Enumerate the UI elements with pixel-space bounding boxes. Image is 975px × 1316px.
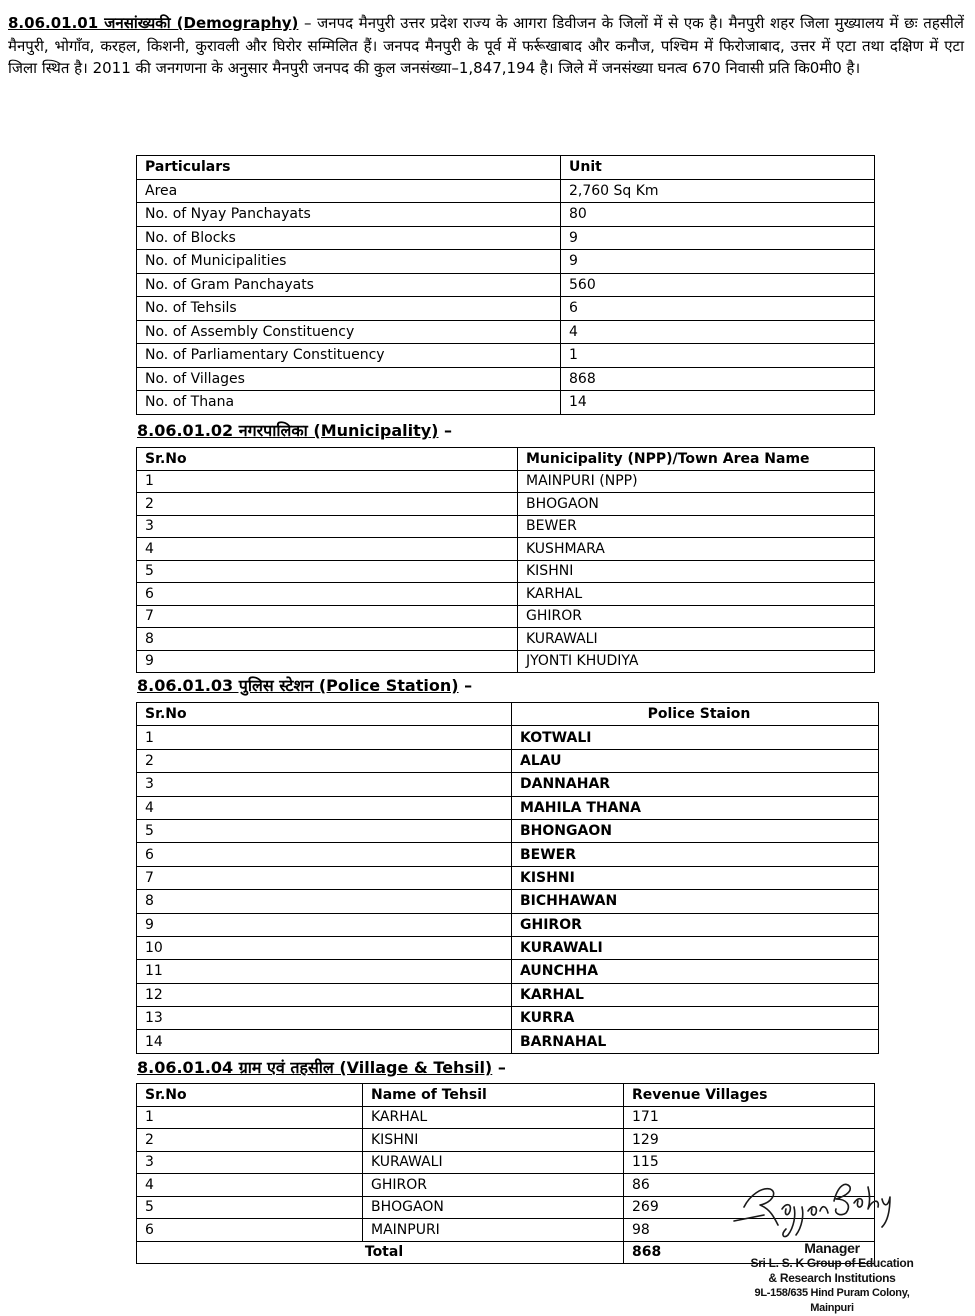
table-row [137, 1106, 875, 1129]
table-cell: No. of Parliamentary Constituency [137, 344, 561, 368]
stamp-line-3: 9L-158/635 Hind Puram Colony, Mainpuri [754, 1287, 910, 1314]
manager-stamp [742, 1241, 922, 1316]
table-cell: MAHILA THANA [512, 796, 879, 819]
table-cell: GHIROR [512, 913, 879, 936]
table-cell: No. of Villages [137, 367, 561, 391]
table-cell: 2 [137, 749, 512, 772]
table-cell: 7 [137, 605, 518, 628]
table-row [137, 344, 875, 368]
stamp-line-2: & Research Institutions [768, 1271, 896, 1285]
column-header: Sr.No [137, 448, 518, 471]
table-header-row [137, 1084, 875, 1107]
column-header: Name of Tehsil [363, 1084, 624, 1107]
table-cell: 13 [137, 1007, 512, 1030]
table-cell: 86 [624, 1174, 875, 1197]
table-cell: KURAWALI [518, 628, 875, 651]
table-cell: 269 [624, 1196, 875, 1219]
municipality-heading-dash: – [438, 421, 453, 440]
table-cell: 5 [137, 1196, 363, 1219]
table-row [137, 983, 879, 1006]
table-row [137, 843, 879, 866]
particulars-table [136, 155, 875, 415]
table-row [137, 773, 879, 796]
demography-paragraph [8, 12, 964, 80]
table-cell: BEWER [518, 515, 875, 538]
table-cell: MAINPURI (NPP) [518, 470, 875, 493]
table-cell: KURAWALI [363, 1151, 624, 1174]
table-cell: 868 [561, 367, 875, 391]
table-cell: JYONTI KHUDIYA [518, 650, 875, 673]
table-cell: 12 [137, 983, 512, 1006]
table-row [137, 866, 879, 889]
table-cell: BARNAHAL [512, 1030, 879, 1053]
table-row [137, 650, 875, 673]
column-header: Sr.No [137, 703, 512, 726]
table-header-row [137, 703, 879, 726]
table-row [137, 470, 875, 493]
table-cell: 98 [624, 1219, 875, 1242]
column-header: Unit [561, 156, 875, 180]
table-row [137, 250, 875, 274]
total-value: 868 [624, 1241, 875, 1264]
table-row [137, 628, 875, 651]
table-cell: 4 [137, 538, 518, 561]
table-row [137, 1030, 879, 1053]
table-row [137, 960, 879, 983]
village-tehsil-heading: 8.06.01.04 ग्राम एवं तहसील (Village & Tehsil) [137, 1058, 493, 1077]
table-row [137, 819, 879, 842]
table-cell: KARHAL [512, 983, 879, 1006]
table-cell: KOTWALI [512, 726, 879, 749]
table-cell: AUNCHHA [512, 960, 879, 983]
table-cell: 1 [561, 344, 875, 368]
table-cell: 129 [624, 1129, 875, 1152]
table-row [137, 515, 875, 538]
table-row [137, 273, 875, 297]
table-row [137, 203, 875, 227]
table-cell: 4 [561, 320, 875, 344]
table-row [137, 1129, 875, 1152]
table-cell: MAINPURI [363, 1219, 624, 1242]
table-cell: Area [137, 179, 561, 203]
demography-heading: 8.06.01.01 जनसांख्यकी (Demography) [8, 14, 299, 32]
table-cell: BHOGAON [363, 1196, 624, 1219]
table-row [137, 391, 875, 415]
table-cell: KARHAL [363, 1106, 624, 1129]
table-cell: 1 [137, 726, 512, 749]
table-cell: 1 [137, 470, 518, 493]
table-cell: 2 [137, 1129, 363, 1152]
police-section-heading [137, 674, 472, 696]
table-cell: KISHNI [518, 560, 875, 583]
table-row [137, 796, 879, 819]
table-row [137, 890, 879, 913]
table-cell: KISHNI [363, 1129, 624, 1152]
table-row [137, 726, 879, 749]
table-cell: 4 [137, 1174, 363, 1197]
table-cell: 560 [561, 273, 875, 297]
table-cell: KUSHMARA [518, 538, 875, 561]
table-cell: 6 [561, 297, 875, 321]
table-cell: KURRA [512, 1007, 879, 1030]
table-row [137, 605, 875, 628]
table-cell: 9 [137, 650, 518, 673]
table-cell: BHOGAON [518, 493, 875, 516]
municipality-table [136, 447, 875, 673]
table-header-row [137, 156, 875, 180]
table-header-row [137, 448, 875, 471]
table-row [137, 179, 875, 203]
table-cell: KISHNI [512, 866, 879, 889]
table-cell: 7 [137, 866, 512, 889]
table-cell: No. of Thana [137, 391, 561, 415]
table-cell: 9 [137, 913, 512, 936]
table-row [137, 913, 879, 936]
table-cell: 115 [624, 1151, 875, 1174]
handwritten-signature [730, 1165, 900, 1245]
table-cell: 9 [561, 250, 875, 274]
total-label: Total [137, 1241, 624, 1264]
column-header: Police Staion [512, 703, 879, 726]
table-cell: BEWER [512, 843, 879, 866]
table-cell: DANNAHAR [512, 773, 879, 796]
police-heading: 8.06.01.03 पुलिस स्टेशन (Police Station) [137, 676, 459, 695]
table-row [137, 538, 875, 561]
stamp-role: Manager [804, 1240, 860, 1256]
table-cell: No. of Nyay Panchayats [137, 203, 561, 227]
municipality-heading: 8.06.01.02 नगरपालिका (Municipality) [137, 421, 439, 440]
table-cell: 11 [137, 960, 512, 983]
table-cell: KURAWALI [512, 936, 879, 959]
table-row [137, 226, 875, 250]
table-cell: 1 [137, 1106, 363, 1129]
table-cell: 3 [137, 515, 518, 538]
table-row [137, 1007, 879, 1030]
village-tehsil-section-heading [137, 1056, 506, 1078]
table-row [137, 320, 875, 344]
table-cell: 5 [137, 560, 518, 583]
table-cell: KARHAL [518, 583, 875, 606]
table-cell: GHIROR [363, 1174, 624, 1197]
stamp-line-1: Sri L. S. K Group of Education [750, 1256, 914, 1270]
police-station-table [136, 702, 879, 1054]
table-row [137, 367, 875, 391]
table-cell: 14 [137, 1030, 512, 1053]
table-cell: BICHHAWAN [512, 890, 879, 913]
column-header: Municipality (NPP)/Town Area Name [518, 448, 875, 471]
table-row [137, 493, 875, 516]
municipality-section-heading [137, 419, 452, 441]
table-cell: 80 [561, 203, 875, 227]
table-cell: BHONGAON [512, 819, 879, 842]
demography-text: – जनपद मैनपुरी उत्तर प्रदेश राज्य के आगरा डिवीजन के जिलों में से एक है। मैनपुरी शहर जिला मुख्यालय में छः तहसीलें मैनपुरी, भोगाँव, करहल, किशनी, कुरावली और घिरोर सम्मिलित हैं। जनपद मैनपुरी के पूर्व में फर्रूखाबाद और कनौज, पश्चिम में फिरोजाबाद, उत्तर में एटा तथा दक्षिण में एटा जिला स्थित है। 2011 की जनगणना के अनुसार मैनपुरी जनपद की कुल जनसंख्या–1,847,194 है। जिले में जनसंख्या घनत्व 670 निवासी प्रति कि0मी0 है। [8, 14, 964, 77]
column-header: Sr.No [137, 1084, 363, 1107]
table-cell: ALAU [512, 749, 879, 772]
table-cell: 9 [561, 226, 875, 250]
table-cell: 3 [137, 1151, 363, 1174]
column-header: Revenue Villages [624, 1084, 875, 1107]
table-cell: 3 [137, 773, 512, 796]
table-cell: 171 [624, 1106, 875, 1129]
table-cell: 6 [137, 1219, 363, 1242]
table-cell: 4 [137, 796, 512, 819]
table-cell: 6 [137, 583, 518, 606]
table-cell: No. of Tehsils [137, 297, 561, 321]
table-cell: No. of Blocks [137, 226, 561, 250]
table-cell: No. of Gram Panchayats [137, 273, 561, 297]
table-cell: No. of Municipalities [137, 250, 561, 274]
table-cell: 2,760 Sq Km [561, 179, 875, 203]
table-row [137, 297, 875, 321]
table-row [137, 936, 879, 959]
table-cell: 14 [561, 391, 875, 415]
table-cell: GHIROR [518, 605, 875, 628]
table-cell: 10 [137, 936, 512, 959]
table-cell: 8 [137, 628, 518, 651]
table-cell: 5 [137, 819, 512, 842]
table-cell: 2 [137, 493, 518, 516]
column-header: Particulars [137, 156, 561, 180]
table-cell: No. of Assembly Constituency [137, 320, 561, 344]
table-row [137, 560, 875, 583]
village-tehsil-heading-dash: – [492, 1058, 506, 1077]
table-row [137, 583, 875, 606]
table-cell: 6 [137, 843, 512, 866]
table-row [137, 749, 879, 772]
table-cell: 8 [137, 890, 512, 913]
police-heading-dash: – [458, 676, 473, 695]
